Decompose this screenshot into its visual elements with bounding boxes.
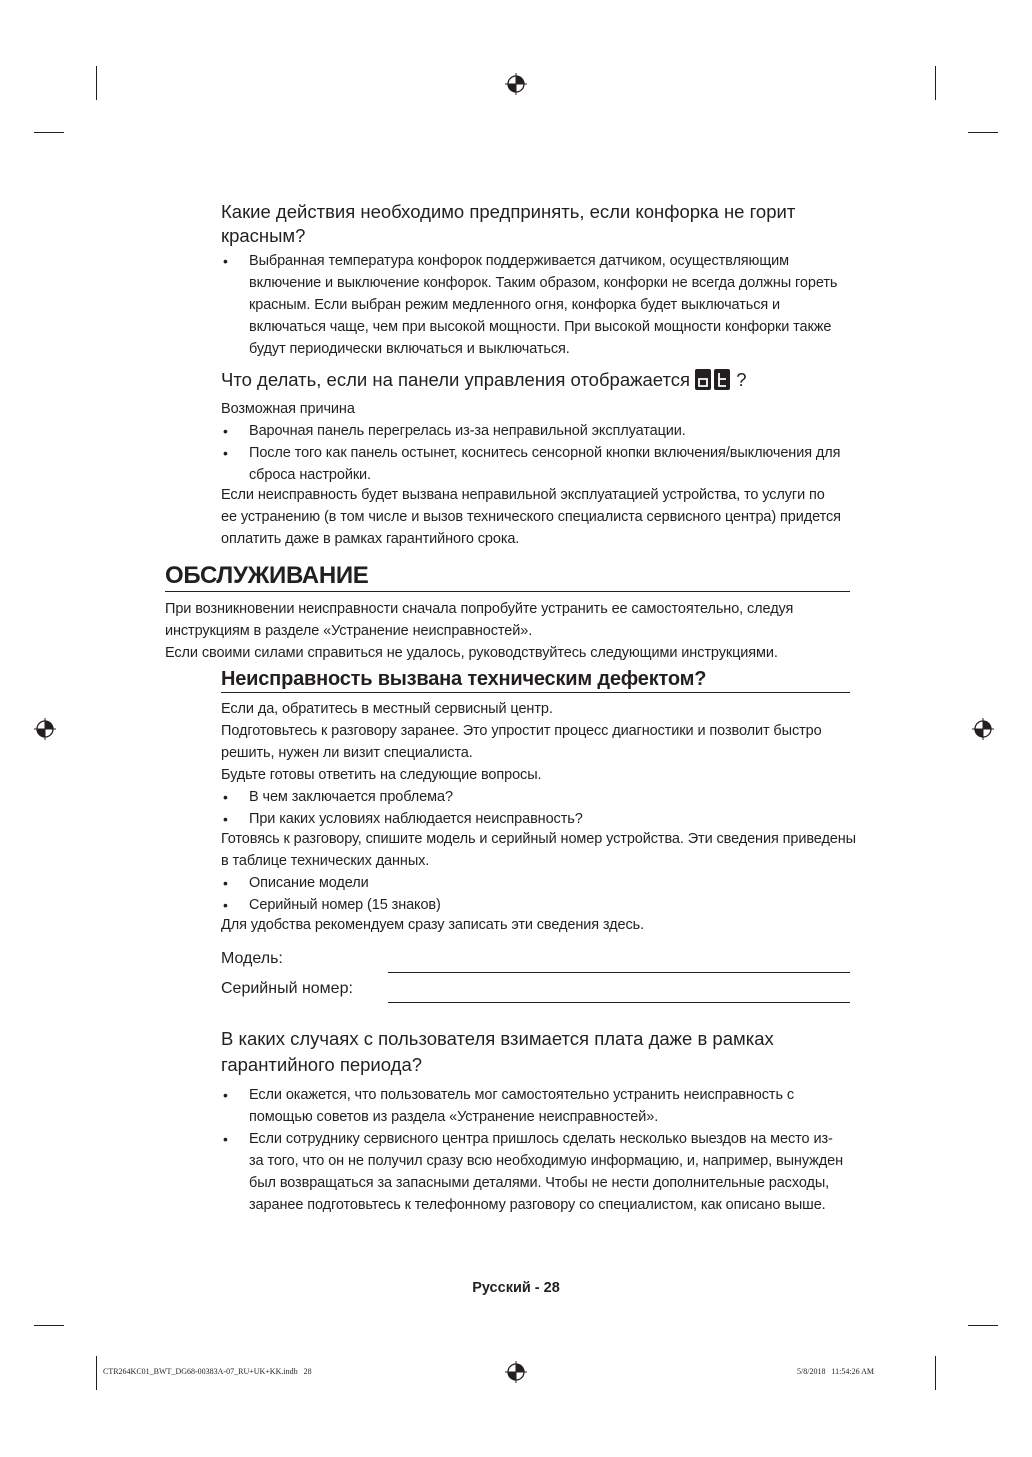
list-item: • После того как панель остынет, коснитесь сенсорной кнопки включения/выключения для сброса настройки. (221, 442, 846, 486)
heading-rule (221, 692, 850, 693)
serial-number-field[interactable] (388, 1002, 850, 1003)
defect-paragraph: Для удобства рекомендуем сразу записать эти сведения здесь. (221, 917, 645, 933)
burner-not-red-list (221, 250, 846, 360)
display-error-title (221, 368, 861, 392)
defect-paragraph: Будьте готовы ответить на следующие вопросы. (221, 767, 542, 783)
registration-mark-icon (972, 718, 994, 740)
crop-mark (34, 1325, 64, 1326)
list-item: • В чем заключается проблема? (221, 786, 846, 808)
registration-mark-icon (505, 1361, 527, 1383)
burner-not-red-title: Какие действия необходимо предпринять, если конфорка не горит красным? (221, 201, 796, 246)
timestamp: 5/8/2018 11:54:26 AM (797, 1367, 875, 1376)
defect-paragraph: Подготовьтесь к разговору заранее. Это упростит процесс диагностики и позволит быстро решить, нужен ли визит специалиста. (221, 723, 822, 761)
file-name: CTR264KC01_BWT_DG68-00383A-07_RU+UK+KK.indb 28 (103, 1367, 312, 1376)
service-intro-2: Если своими силами справиться не удалось, руководствуйтесь следующими инструкциями. (165, 645, 778, 661)
list-item: • Если окажется, что пользователь мог самостоятельно устранить неисправность с помощью советов из раздела «Устранение неисправностей». (221, 1084, 846, 1128)
possible-cause-list (221, 420, 846, 486)
page-number: Русский - 28 (472, 1280, 560, 1296)
model-info-list (221, 872, 846, 916)
registration-mark-icon (34, 718, 56, 740)
crop-mark (96, 66, 97, 100)
possible-cause-label: Возможная причина (221, 401, 355, 417)
warranty-charge-list (221, 1084, 846, 1216)
crop-mark (935, 1356, 936, 1390)
model-field[interactable] (388, 972, 850, 973)
questions-list (221, 786, 846, 830)
service-intro: При возникновении неисправности сначала попробуйте устранить ее самостоятельно, следуя инструкциям в разделе «Устранение неисправностей». (165, 601, 794, 639)
list-item: • Выбранная температура конфорок поддерживается датчиком, осуществляющим включение и выключение конфорок. Таким образом, конфорки не всегда должны гореть красным. Если выбран режим медленного огня, конфорка будет выключаться и включаться чаще, чем при высокой мощности. При высокой мощности конфорки также будут периодически включаться и выключаться. (221, 250, 846, 360)
display-error-title-suffix: ? (736, 369, 747, 390)
crop-mark (34, 132, 64, 133)
service-heading: ОБСЛУЖИВАНИЕ (165, 562, 369, 589)
defect-heading: Неисправность вызвана техническим дефектом? (221, 668, 707, 690)
defect-paragraph: Готовясь к разговору, спишите модель и серийный номер устройства. Эти сведения приведены в таблице технических данных. (221, 831, 856, 869)
list-item: • Серийный номер (15 знаков) (221, 894, 846, 916)
error-code-display (695, 369, 736, 390)
crop-mark (935, 66, 936, 100)
list-item: • Если сотруднику сервисного центра пришлось сделать несколько выездов на место из-за того, что он не получил сразу всю необходимую информацию, и, например, вынужден был возвращаться за запасными деталями. Чтобы не нести дополнительные расходы, заранее подготовьтесь к телефонному разговору со специалистом, как описано выше. (221, 1128, 846, 1216)
crop-mark (96, 1356, 97, 1390)
warranty-charge-title: В каких случаях с пользователя взимается плата даже в рамках гарантийного периода? (221, 1028, 774, 1075)
defect-paragraph: Если да, обратитесь в местный сервисный центр. (221, 701, 553, 717)
paid-repair-note: Если неисправность будет вызвана неправильной эксплуатацией устройства, то услуги по ее устранению (в том числе и вызов технического специалиста сервисного центра) придется оплатить даже в рамках гарантийного срока. (221, 487, 841, 547)
crop-mark (968, 132, 998, 133)
crop-mark (968, 1325, 998, 1326)
display-error-title-text: Что делать, если на панели управления отображается (221, 369, 691, 390)
list-item: • Описание модели (221, 872, 846, 894)
seven-segment-ot-icon (695, 369, 731, 390)
registration-mark-icon (505, 73, 527, 95)
heading-rule (165, 591, 850, 592)
list-item: • При каких условиях наблюдается неисправность? (221, 808, 846, 830)
serial-number-label: Серийный номер: (221, 980, 353, 997)
model-label: Модель: (221, 950, 283, 967)
list-item: • Варочная панель перегрелась из-за неправильной эксплуатации. (221, 420, 846, 442)
